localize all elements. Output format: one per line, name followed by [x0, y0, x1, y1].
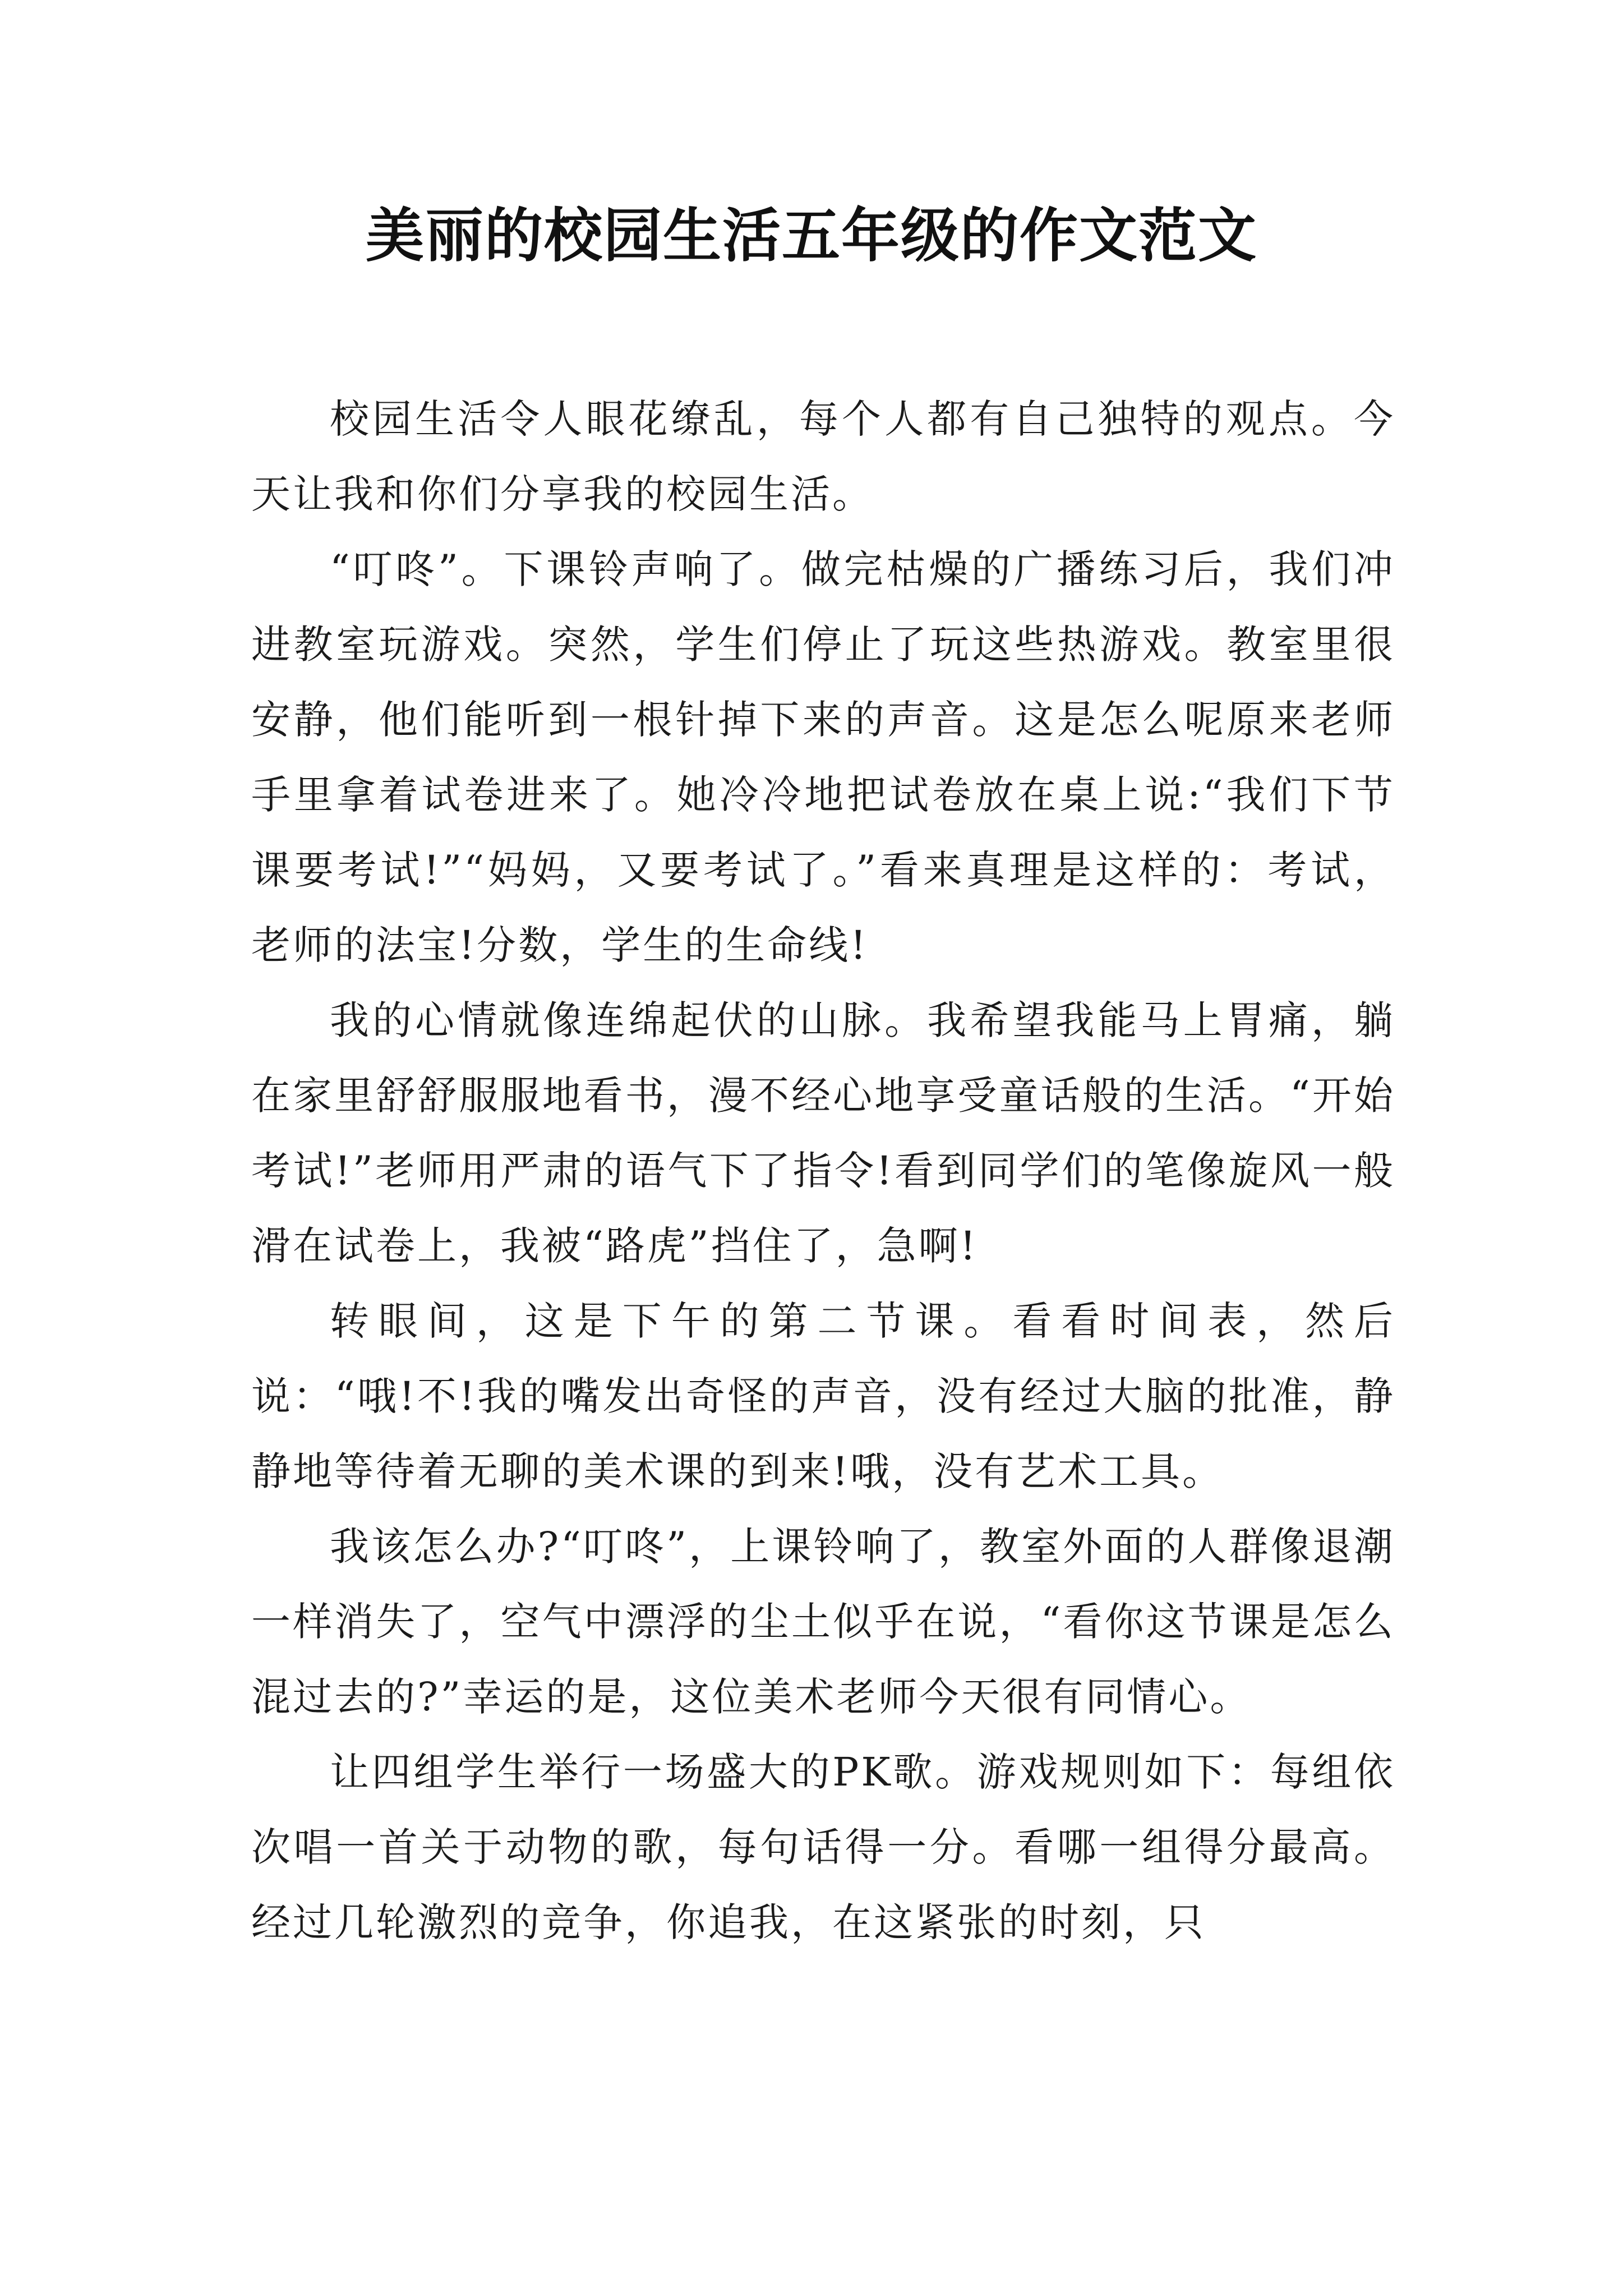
paragraph-3: 我的心情就像连绵起伏的山脉。我希望我能马上胃痛，躺在家里舒舒服服地看书，漫不经心地享受童话般的生活。“开始考试!”老师用严肃的语气下了指令!看到同学们的笔像旋风一般滑在试卷上，我被“路虎”挡住了，急啊! — [251, 997, 1395, 1269]
paragraph-5: 我该怎么办?“叮咚”，上课铃响了，教室外面的人群像退潮一样消失了，空气中漂浮的尘土似乎在说，“看你这节课是怎么混过去的?”幸运的是，这位美术老师今天很有同情心。 — [251, 1524, 1395, 1720]
paragraph-2: “叮咚”。下课铃声响了。做完枯燥的广播练习后，我们冲进教室玩游戏。突然，学生们停止了玩这些热游戏。教室里很安静，他们能听到一根针掉下来的声音。这是怎么呢原来老师手里拿着试卷进来了。她冷冷地把试卷放在桌上说:“我们下节课要考试!”“妈妈，又要考试了。”看来真理是这样的：考试，老师的法宝!分数，学生的生命线! — [251, 546, 1395, 968]
paragraph-6: 让四组学生举行一场盛大的PK歌。游戏规则如下：每组依次唱一首关于动物的歌，每句话得一分。看哪一组得分最高。经过几轮激烈的竞争，你追我，在这紧张的时刻，只 — [251, 1749, 1395, 1945]
paragraph-1: 校园生活令人眼花缭乱，每个人都有自己独特的观点。今天让我和你们分享我的校园生活。 — [251, 396, 1395, 517]
document-body — [251, 381, 1395, 1960]
paragraph-4: 转眼间，这是下午的第二节课。看看时间表，然后说：“哦!不!我的嘴发出奇怪的声音，没有经过大脑的批准，静静地等待着无聊的美术课的到来!哦，没有艺术工具。 — [251, 1298, 1395, 1494]
document-title: 美丽的校园生活五年级的作文范文 — [365, 201, 1257, 270]
